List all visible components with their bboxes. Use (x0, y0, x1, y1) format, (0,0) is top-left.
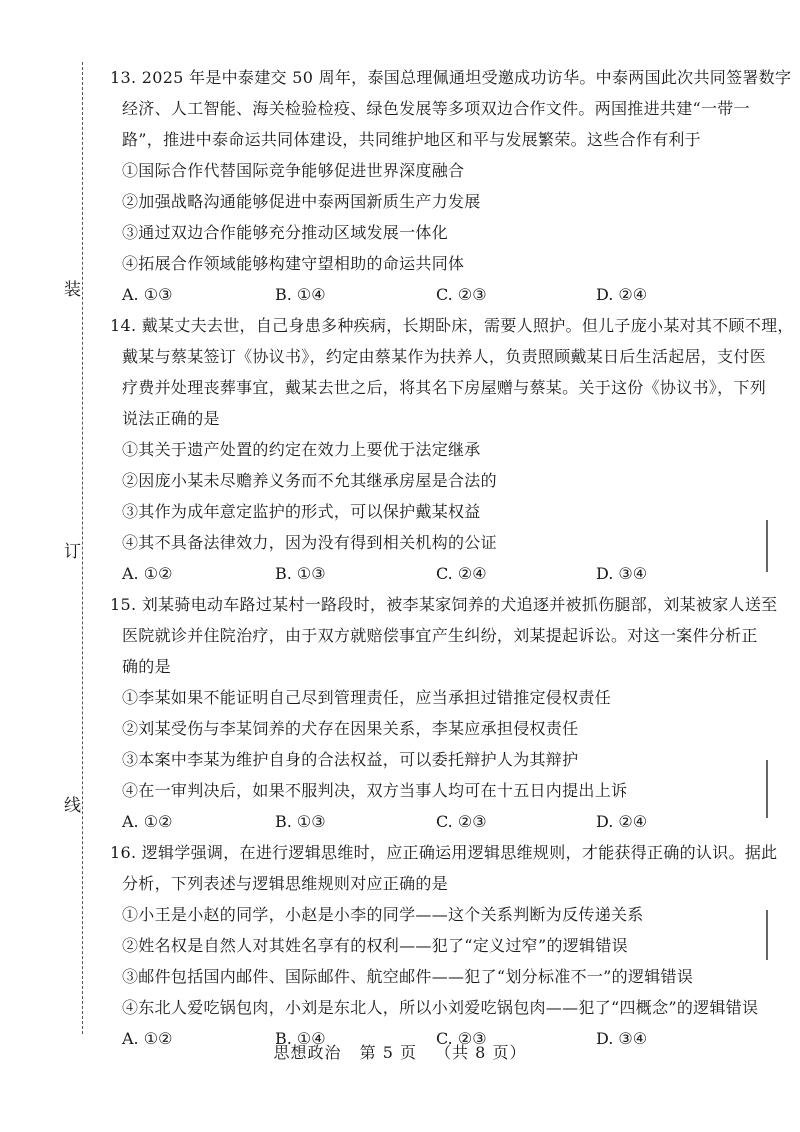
choice-a: A. ①② (122, 564, 173, 583)
choice-c: C. ②③ (436, 1029, 487, 1048)
footer-page-total: （共 8 页） (435, 1043, 527, 1062)
question-stem-line: 14. 戴某丈夫去世，自己身患多种疾病，长期卧床，需要人照护。但儿子庞小某对其不顾不理， (110, 316, 794, 335)
question-list (110, 62, 794, 1054)
choice-c: C. ②③ (436, 285, 487, 304)
question-stem-line: 疗费并处理丧葬事宜，戴某去世之后，将其名下房屋赠与蔡某。关于这份《协议书》，下列 (122, 378, 767, 397)
footer-page-number: 第 5 页 (359, 1043, 417, 1062)
option-statement-1: ①李某如果不能证明自己尽到管理责任，应当承担过错推定侵权责任 (122, 688, 612, 707)
question-stem-line: 医院就诊并住院治疗，由于双方就赔偿事宜产生纠纷，刘某提起诉讼。对这一案件分析正 (122, 626, 758, 645)
option-statement-3: ③其作为成年意定监护的形式，可以保护戴某权益 (122, 502, 481, 521)
question-stem-line: 路”，推进中泰命运共同体建设，共同维护地区和平与发展繁荣。这些合作有利于 (122, 130, 701, 149)
footer-subject: 思想政治 (273, 1043, 342, 1062)
binding-char-xian: 线 (64, 796, 81, 816)
question-stem-line: 经济、人工智能、海关检验检疫、绿色发展等多项双边合作文件。两国推进共建“一带一 (122, 99, 750, 118)
question-stem-line: 确的是 (122, 657, 171, 676)
choice-a: A. ①② (122, 1029, 173, 1048)
choice-d: D. ②④ (596, 812, 648, 831)
answer-choices (110, 806, 750, 837)
scan-artifact-mark (766, 760, 768, 818)
question-15 (110, 589, 778, 837)
choice-d: D. ③④ (596, 564, 648, 583)
option-statement-2: ②因庞小某未尽赡养义务而不允其继承房屋是合法的 (122, 471, 497, 490)
choice-a: A. ①③ (122, 285, 173, 304)
choice-b: B. ①④ (275, 285, 326, 304)
option-statement-1: ①国际合作代替国际竞争能够促进世界深度融合 (122, 161, 465, 180)
option-statement-2: ②姓名权是自然人对其姓名享有的权利——犯了“定义过窄”的逻辑错误 (122, 936, 628, 955)
option-statement-4: ④在一审判决后，如果不服判决，双方当事人均可在十五日内提出上诉 (122, 781, 628, 800)
question-stem-line: 戴某与蔡某签订《协议书》，约定由蔡某作为扶养人，负责照顾戴某日后生活起居，支付医 (122, 347, 767, 366)
choice-a: A. ①② (122, 812, 173, 831)
choice-d: D. ③④ (596, 1029, 648, 1048)
question-stem-line: 说法正确的是 (122, 409, 220, 428)
question-14 (110, 310, 794, 589)
choice-b: B. ①④ (275, 1029, 326, 1048)
choice-c: C. ②④ (436, 564, 487, 583)
page-footer (0, 1040, 800, 1063)
choice-b: B. ①③ (275, 564, 326, 583)
binding-char-zhuang: 装 (64, 280, 81, 300)
option-statement-3: ③通过双边合作能够充分推动区域发展一体化 (122, 223, 449, 242)
scan-artifact-mark (766, 910, 768, 960)
choice-b: B. ①③ (275, 812, 326, 831)
question-stem-line: 15. 刘某骑电动车路过某村一路段时，被李某家饲养的犬追逐并被抓伤腿部，刘某被家人送至 (110, 595, 778, 614)
question-stem-line: 分析，下列表述与逻辑思维规则对应正确的是 (122, 874, 449, 893)
option-statement-4: ④其不具备法律效力，因为没有得到相关机构的公证 (122, 533, 497, 552)
option-statement-1: ①其关于遗产处置的约定在效力上要优于法定继承 (122, 440, 481, 459)
option-statement-2: ②加强战略沟通能够促进中泰两国新质生产力发展 (122, 192, 481, 211)
option-statement-1: ①小王是小赵的同学，小赵是小李的同学——这个关系判断为反传递关系 (122, 905, 644, 924)
question-stem-line: 13. 2025 年是中泰建交 50 周年，泰国总理佩通坦受邀成功访华。中泰两国此次共同签署数字 (110, 68, 792, 87)
choice-d: D. ②④ (596, 285, 648, 304)
scan-artifact-mark (766, 520, 768, 572)
option-statement-4: ④东北人爱吃锅包肉，小刘是东北人，所以小刘爱吃锅包肉——犯了“四概念”的逻辑错误 (122, 998, 759, 1017)
option-statement-3: ③邮件包括国内邮件、国际邮件、航空邮件——犯了“划分标准不一”的逻辑错误 (122, 967, 694, 986)
question-stem-line: 16. 逻辑学强调，在进行逻辑思维时，应正确运用逻辑思维规则，才能获得正确的认识。据此 (110, 843, 778, 862)
choice-c: C. ②③ (436, 812, 487, 831)
binding-char-ding: 订 (64, 542, 81, 562)
option-statement-3: ③本案中李某为维护自身的合法权益，可以委托辩护人为其辩护 (122, 750, 579, 769)
option-statement-4: ④拓展合作领域能够构建守望相助的命运共同体 (122, 254, 465, 273)
option-statement-2: ②刘某受伤与李某饲养的犬存在因果关系，李某应承担侵权责任 (122, 719, 579, 738)
question-16 (110, 837, 778, 1054)
question-13 (110, 62, 792, 310)
answer-choices (110, 279, 750, 310)
binding-dashed-line (82, 62, 83, 1034)
answer-choices (110, 558, 750, 589)
